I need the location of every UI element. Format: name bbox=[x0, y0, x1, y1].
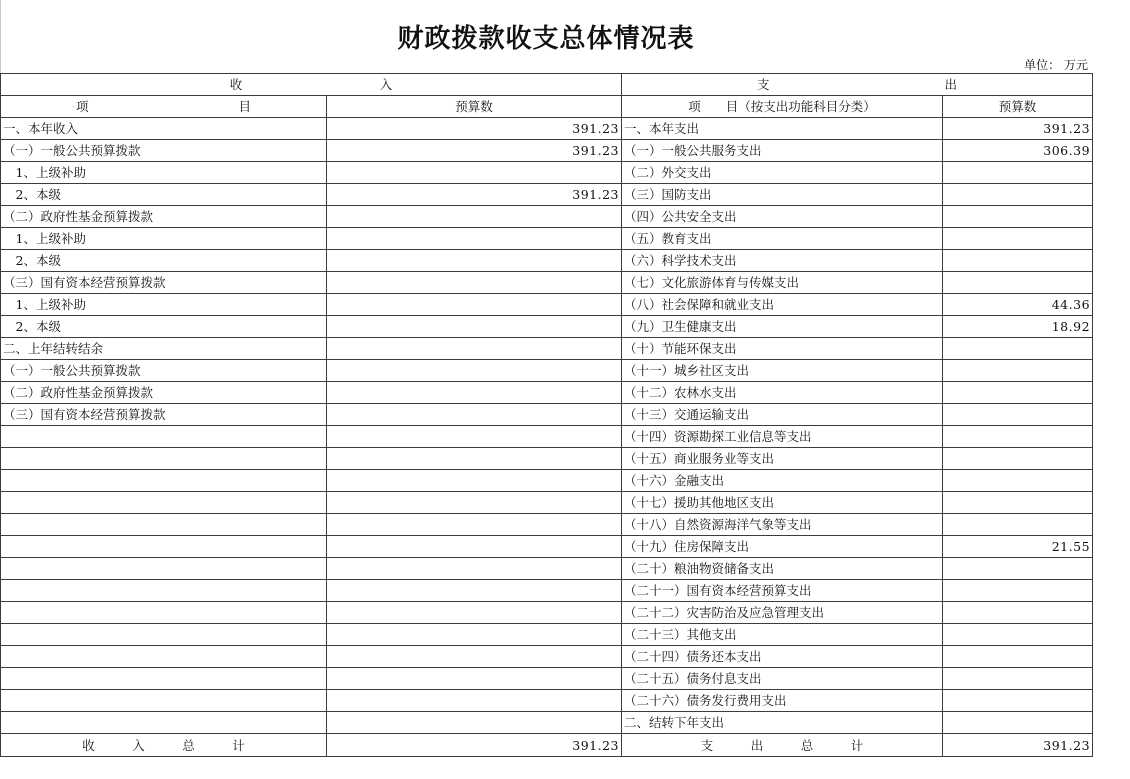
table-row bbox=[1, 624, 1093, 646]
income-value-cell[interactable] bbox=[327, 272, 622, 294]
income-value-cell[interactable] bbox=[327, 624, 622, 646]
table-row bbox=[1, 118, 1093, 140]
income-item-cell[interactable]: 1、上级补助 bbox=[1, 162, 327, 184]
expense-value-cell[interactable]: 306.39 bbox=[943, 140, 1093, 162]
expense-value-cell[interactable] bbox=[943, 162, 1093, 184]
table-row bbox=[1, 558, 1093, 580]
expense-item-cell[interactable]: （二十五）债务付息支出 bbox=[622, 668, 943, 690]
expense-group-header: 支 出 bbox=[622, 74, 1093, 96]
expense-item-cell[interactable]: （十三）交通运输支出 bbox=[622, 404, 943, 426]
income-value-cell[interactable] bbox=[327, 492, 622, 514]
income-value-cell[interactable] bbox=[327, 668, 622, 690]
expense-value-cell[interactable] bbox=[943, 558, 1093, 580]
expense-value-cell[interactable] bbox=[943, 646, 1093, 668]
expense-value-cell[interactable] bbox=[943, 470, 1093, 492]
expense-value-cell[interactable] bbox=[943, 184, 1093, 206]
table-row bbox=[1, 492, 1093, 514]
expense-value-cell[interactable] bbox=[943, 338, 1093, 360]
income-value-cell[interactable] bbox=[327, 250, 622, 272]
expense-item-cell[interactable]: （二）外交支出 bbox=[622, 162, 943, 184]
expense-value-cell[interactable] bbox=[943, 382, 1093, 404]
expense-item-cell[interactable]: （二十二）灾害防治及应急管理支出 bbox=[622, 602, 943, 624]
income-item-cell[interactable] bbox=[1, 470, 327, 492]
table-row bbox=[1, 250, 1093, 272]
page-title: 财政拨款收支总体情况表 bbox=[397, 24, 695, 54]
expense-item-cell[interactable]: （一）一般公共服务支出 bbox=[622, 140, 943, 162]
header-group-row bbox=[1, 74, 1093, 96]
expense-item-cell[interactable]: （十七）援助其他地区支出 bbox=[622, 492, 943, 514]
expense-item-cell[interactable]: （十五）商业服务业等支出 bbox=[622, 448, 943, 470]
expense-item-cell[interactable]: （六）科学技术支出 bbox=[622, 250, 943, 272]
expense-value-cell[interactable]: 391.23 bbox=[943, 118, 1093, 140]
table-row bbox=[1, 690, 1093, 712]
income-group-header: 收 入 bbox=[1, 74, 622, 96]
expense-value-cell[interactable] bbox=[943, 668, 1093, 690]
expense-value-cell[interactable] bbox=[943, 228, 1093, 250]
income-value-cell[interactable] bbox=[327, 536, 622, 558]
table-row bbox=[1, 646, 1093, 668]
table-row bbox=[1, 228, 1093, 250]
income-item-cell[interactable] bbox=[1, 602, 327, 624]
expense-item-cell[interactable]: （二十）粮油物资储备支出 bbox=[622, 558, 943, 580]
table-row bbox=[1, 272, 1093, 294]
expense-item-cell[interactable]: （五）教育支出 bbox=[622, 228, 943, 250]
expense-value-cell[interactable] bbox=[943, 514, 1093, 536]
income-item-cell[interactable] bbox=[1, 448, 327, 470]
income-item-cell[interactable]: （三）国有资本经营预算拨款 bbox=[1, 272, 327, 294]
income-item-cell[interactable] bbox=[1, 580, 327, 602]
income-total-value[interactable]: 391.23 bbox=[327, 734, 622, 757]
table-row bbox=[1, 360, 1093, 382]
expense-item-cell[interactable]: （七）文化旅游体育与传媒支出 bbox=[622, 272, 943, 294]
income-item-cell[interactable]: （二）政府性基金预算拨款 bbox=[1, 382, 327, 404]
income-value-cell[interactable] bbox=[327, 382, 622, 404]
table-row bbox=[1, 162, 1093, 184]
income-value-cell[interactable] bbox=[327, 228, 622, 250]
expense-item-cell[interactable]: （二十一）国有资本经营预算支出 bbox=[622, 580, 943, 602]
income-value-cell[interactable] bbox=[327, 712, 622, 734]
table-row bbox=[1, 580, 1093, 602]
expense-item-cell[interactable]: （十四）资源勘探工业信息等支出 bbox=[622, 426, 943, 448]
expense-item-cell[interactable]: （三）国防支出 bbox=[622, 184, 943, 206]
expense-value-cell[interactable] bbox=[943, 690, 1093, 712]
income-value-cell[interactable] bbox=[327, 646, 622, 668]
income-item-cell[interactable] bbox=[1, 514, 327, 536]
income-value-cell[interactable] bbox=[327, 448, 622, 470]
income-item-cell[interactable]: 二、上年结转结余 bbox=[1, 338, 327, 360]
income-item-cell[interactable]: 2、本级 bbox=[1, 316, 327, 338]
income-value-cell[interactable] bbox=[327, 162, 622, 184]
expense-value-cell[interactable] bbox=[943, 602, 1093, 624]
income-item-cell[interactable]: 1、上级补助 bbox=[1, 294, 327, 316]
income-item-cell[interactable]: 2、本级 bbox=[1, 184, 327, 206]
income-value-cell[interactable]: 391.23 bbox=[327, 118, 622, 140]
income-item-cell[interactable]: 1、上级补助 bbox=[1, 228, 327, 250]
income-item-cell[interactable] bbox=[1, 426, 327, 448]
income-item-cell[interactable]: （一）一般公共预算拨款 bbox=[1, 140, 327, 162]
expense-value-cell[interactable] bbox=[943, 624, 1093, 646]
table-row bbox=[1, 316, 1093, 338]
table-row bbox=[1, 536, 1093, 558]
expense-value-cell[interactable] bbox=[943, 250, 1093, 272]
expense-value-cell[interactable] bbox=[943, 206, 1093, 228]
income-item-cell[interactable] bbox=[1, 646, 327, 668]
income-budget-header: 预算数 bbox=[327, 96, 622, 118]
expense-total-label[interactable]: 支 出 总 计 bbox=[622, 734, 943, 757]
income-value-cell[interactable] bbox=[327, 426, 622, 448]
expense-value-cell[interactable] bbox=[943, 426, 1093, 448]
totals-row bbox=[1, 734, 1093, 757]
expense-value-cell[interactable] bbox=[943, 448, 1093, 470]
income-value-cell[interactable] bbox=[327, 580, 622, 602]
expense-item-cell[interactable]: （二十四）债务还本支出 bbox=[622, 646, 943, 668]
expense-item-cell[interactable]: （十九）住房保障支出 bbox=[622, 536, 943, 558]
income-item-header: 项 目 bbox=[1, 96, 327, 118]
expense-budget-header: 预算数 bbox=[943, 96, 1093, 118]
expense-value-cell[interactable] bbox=[943, 404, 1093, 426]
table-row bbox=[1, 514, 1093, 536]
unit-label: 单位： 万元 bbox=[1024, 58, 1088, 72]
expense-item-cell[interactable]: （八）社会保障和就业支出 bbox=[622, 294, 943, 316]
income-value-cell[interactable]: 391.23 bbox=[327, 140, 622, 162]
expense-item-cell[interactable]: （四）公共安全支出 bbox=[622, 206, 943, 228]
table-row bbox=[1, 668, 1093, 690]
income-item-cell[interactable] bbox=[1, 690, 327, 712]
expense-item-cell[interactable]: （二十六）债务发行费用支出 bbox=[622, 690, 943, 712]
expense-item-cell[interactable]: （十一）城乡社区支出 bbox=[622, 360, 943, 382]
income-value-cell[interactable] bbox=[327, 470, 622, 492]
income-value-cell[interactable] bbox=[327, 294, 622, 316]
expense-item-cell[interactable]: （九）卫生健康支出 bbox=[622, 316, 943, 338]
expense-item-header: 项 目（按支出功能科目分类） bbox=[622, 96, 943, 118]
table-row bbox=[1, 712, 1093, 734]
expense-value-cell[interactable]: 44.36 bbox=[943, 294, 1093, 316]
expense-item-cell[interactable]: （十）节能环保支出 bbox=[622, 338, 943, 360]
income-value-cell[interactable] bbox=[327, 404, 622, 426]
table-row bbox=[1, 206, 1093, 228]
income-value-cell[interactable] bbox=[327, 338, 622, 360]
table-row bbox=[1, 294, 1093, 316]
table-row bbox=[1, 448, 1093, 470]
table-row bbox=[1, 602, 1093, 624]
income-item-cell[interactable]: 2、本级 bbox=[1, 250, 327, 272]
income-item-cell[interactable] bbox=[1, 624, 327, 646]
expense-value-cell[interactable]: 21.55 bbox=[943, 536, 1093, 558]
income-item-cell[interactable] bbox=[1, 536, 327, 558]
income-value-cell[interactable] bbox=[327, 690, 622, 712]
income-value-cell[interactable] bbox=[327, 206, 622, 228]
expense-item-cell[interactable]: （十八）自然资源海洋气象等支出 bbox=[622, 514, 943, 536]
table-row bbox=[1, 338, 1093, 360]
expense-value-cell[interactable] bbox=[943, 712, 1093, 734]
income-item-cell[interactable] bbox=[1, 668, 327, 690]
income-value-cell[interactable]: 391.23 bbox=[327, 184, 622, 206]
expense-total-value[interactable]: 391.23 bbox=[943, 734, 1093, 757]
expense-value-cell[interactable] bbox=[943, 272, 1093, 294]
expense-value-cell[interactable] bbox=[943, 360, 1093, 382]
expense-item-cell[interactable]: 一、本年支出 bbox=[622, 118, 943, 140]
expense-item-cell[interactable]: （十二）农林水支出 bbox=[622, 382, 943, 404]
table-row bbox=[1, 382, 1093, 404]
expense-item-cell[interactable]: （十六）金融支出 bbox=[622, 470, 943, 492]
expense-value-cell[interactable] bbox=[943, 492, 1093, 514]
expense-value-cell[interactable]: 18.92 bbox=[943, 316, 1093, 338]
budget-table bbox=[0, 73, 1093, 757]
income-value-cell[interactable] bbox=[327, 316, 622, 338]
income-value-cell[interactable] bbox=[327, 602, 622, 624]
income-item-cell[interactable] bbox=[1, 492, 327, 514]
income-item-cell[interactable]: 一、本年收入 bbox=[1, 118, 327, 140]
income-total-label[interactable]: 收 入 总 计 bbox=[1, 734, 327, 757]
expense-value-cell[interactable] bbox=[943, 580, 1093, 602]
header-column-row bbox=[1, 96, 1093, 118]
income-item-cell[interactable]: （二）政府性基金预算拨款 bbox=[1, 206, 327, 228]
income-item-cell[interactable] bbox=[1, 558, 327, 580]
income-value-cell[interactable] bbox=[327, 360, 622, 382]
income-item-cell[interactable] bbox=[1, 712, 327, 734]
income-value-cell[interactable] bbox=[327, 514, 622, 536]
table-row bbox=[1, 140, 1093, 162]
income-item-cell[interactable]: （三）国有资本经营预算拨款 bbox=[1, 404, 327, 426]
income-value-cell[interactable] bbox=[327, 558, 622, 580]
table-row bbox=[1, 184, 1093, 206]
income-item-cell[interactable]: （一）一般公共预算拨款 bbox=[1, 360, 327, 382]
expense-item-cell[interactable]: 二、结转下年支出 bbox=[622, 712, 943, 734]
table-row bbox=[1, 426, 1093, 448]
expense-item-cell[interactable]: （二十三）其他支出 bbox=[622, 624, 943, 646]
table-row bbox=[1, 470, 1093, 492]
table-row bbox=[1, 404, 1093, 426]
